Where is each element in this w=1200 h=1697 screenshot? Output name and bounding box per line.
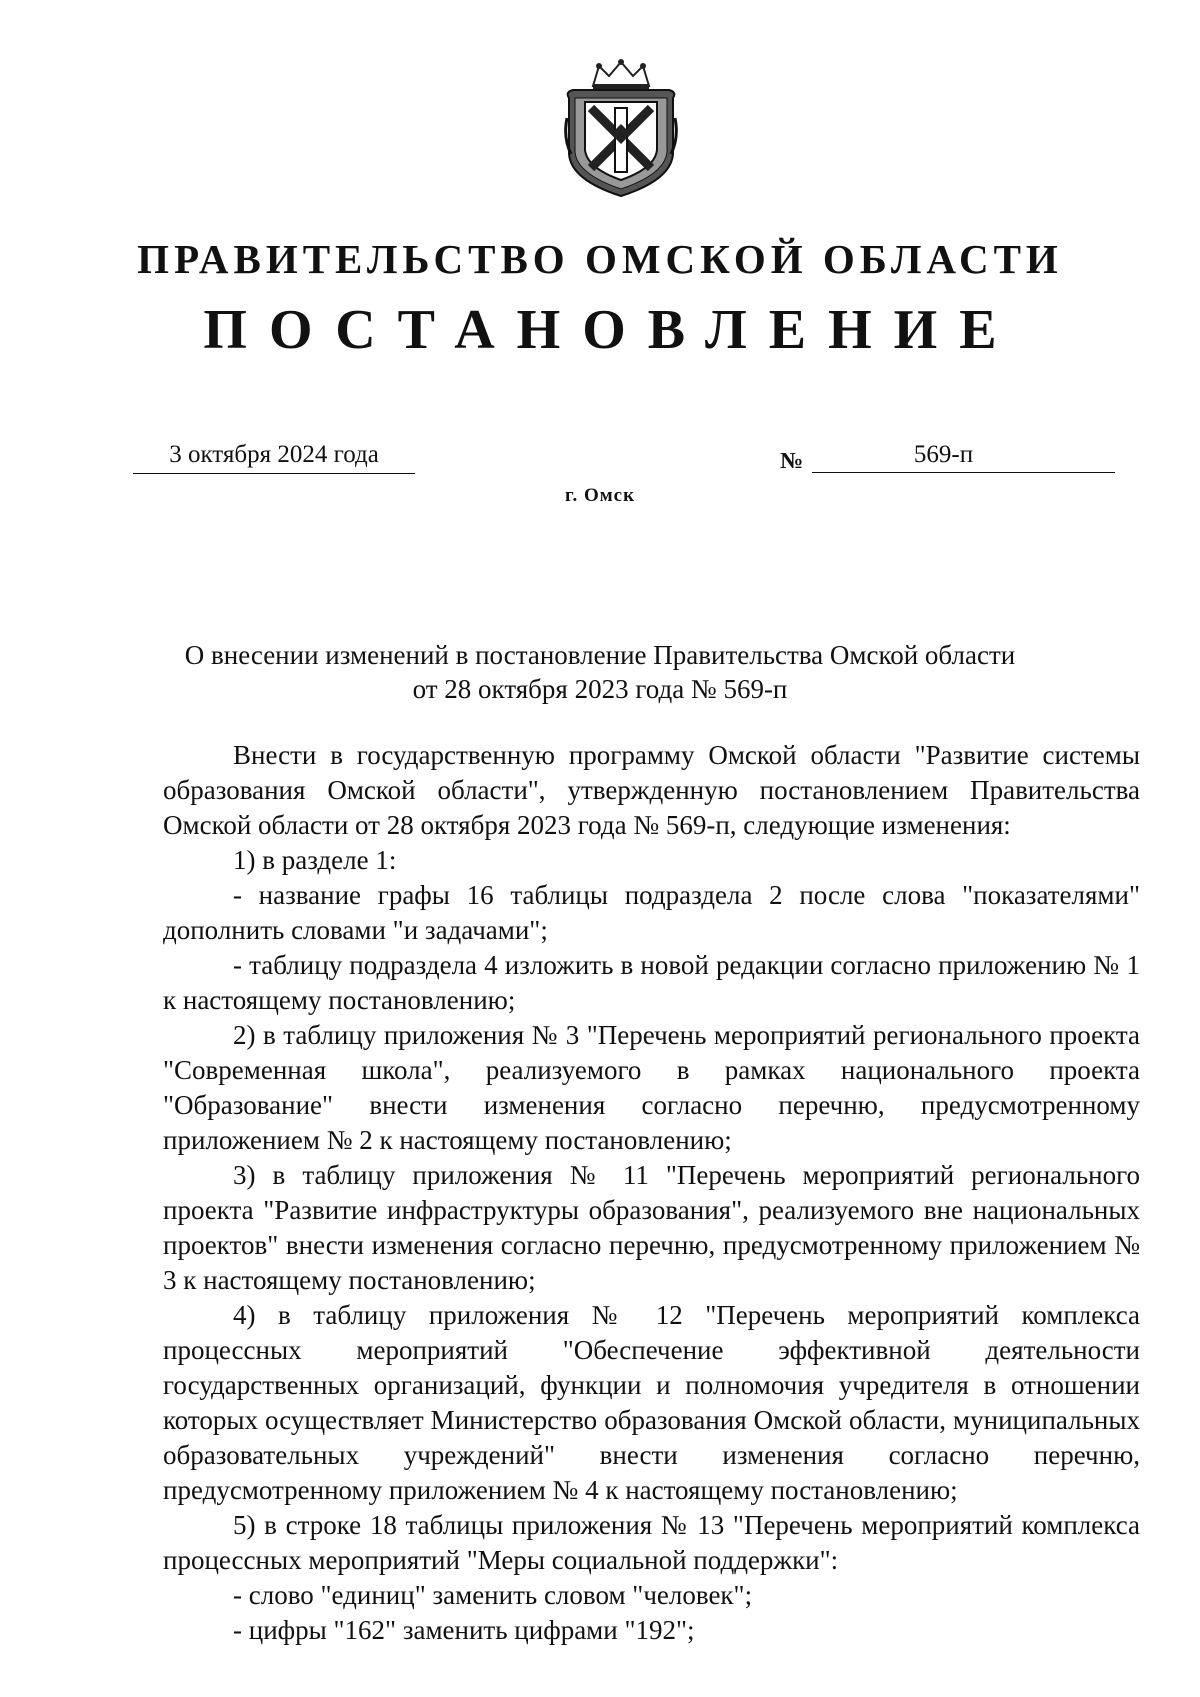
number-sign: № bbox=[780, 448, 804, 473]
body-paragraph: 4) в таблицу приложения № 12 "Перечень мероприятий комплекса процессных мероприятий "Обеспечение эффективной деятельности государственных организаций, функции и полномочия учредителя в отношении которых осуществляет Министерство образования Омской области, муниципальных образовательных учреждений" внести изменения согласно перечню, предусмотренному приложением № 4 к настоящему постановлению; bbox=[163, 1300, 1140, 1505]
body-paragraph: - слово "единиц" заменить словом "человек"; bbox=[233, 1580, 753, 1610]
document-number: 569-п bbox=[812, 437, 1115, 473]
document-body bbox=[163, 738, 1140, 1648]
body-paragraph: - таблицу подраздела 4 изложить в новой редакции согласно приложению № 1 к настоящему постановлению; bbox=[163, 950, 1140, 1015]
body-paragraph: 1) в разделе 1: bbox=[233, 845, 397, 875]
document-type-title: ПОСТАНОВЛЕНИЕ bbox=[203, 299, 1019, 361]
body-paragraph: 2) в таблицу приложения № 3 "Перечень мероприятий регионального проекта "Современная школа", реализуемого в рамках национального проекта "Образование" внести изменения согласно перечню, предусмотренному приложением № 2 к настоящему постановлению; bbox=[163, 1020, 1140, 1155]
body-paragraph: 3) в таблицу приложения № 11 "Перечень мероприятий регионального проекта "Развитие инфраструктуры образования", реализуемого вне национальных проектов" внести изменения согласно перечню, предусмотренному приложением № 3 к настоящему постановлению; bbox=[163, 1160, 1140, 1295]
body-paragraph: 5) в строке 18 таблицы приложения № 13 "Перечень мероприятий комплекса процессных мероприятий "Меры социальной поддержки": bbox=[163, 1510, 1140, 1575]
body-paragraph: Внести в государственную программу Омской области "Развитие системы образования Омской области", утвержденную постановлением Правительства Омской области от 28 октября 2023 года № 569-п, следующие изменения: bbox=[163, 740, 1140, 840]
document-city: г. Омск bbox=[564, 485, 636, 506]
organization-title: ПРАВИТЕЛЬСТВО ОМСКОЙ ОБЛАСТИ bbox=[137, 236, 1063, 282]
body-paragraph: - цифры "162" заменить цифрами "192"; bbox=[233, 1615, 695, 1645]
coat-of-arms-icon bbox=[563, 58, 679, 198]
body-paragraph: - название графы 16 таблицы подраздела 2 после слова "показателями" дополнить словами "и задачами"; bbox=[163, 880, 1140, 945]
subject-line: от 28 октября 2023 года № 569-п bbox=[412, 674, 788, 704]
subject-line: О внесении изменений в постановление Правительства Омской области bbox=[184, 640, 1016, 670]
document-subject bbox=[100, 638, 1100, 706]
document-date: 3 октября 2024 года bbox=[133, 437, 415, 474]
